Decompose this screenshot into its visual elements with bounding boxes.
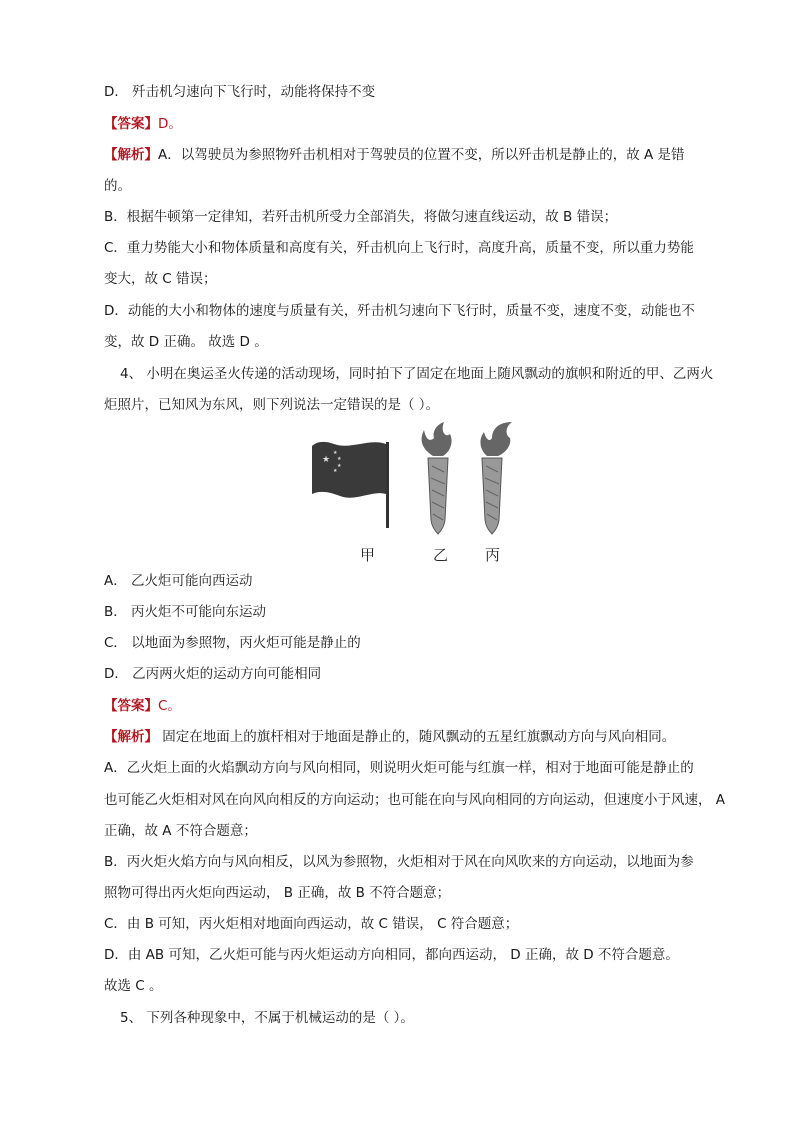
q3-analysis-b: B．根据牛顿第一定律知，若歼击机所受力全部消失，将做匀速直线运动，故 B 错误；: [104, 209, 618, 225]
q4-analysis-d: D．由 AB 可知，乙火炬可能与丙火炬运动方向相同，都向西运动， D 正确，故 D 不符合题意。: [104, 947, 679, 963]
svg-text:★: ★: [333, 468, 338, 474]
q3-analysis-d: D．动能的大小和物体的速度与质量有关，歼击机匀速向下飞行时，质量不变，速度不变，动能也不: [104, 303, 695, 319]
q4-stem: 4、 小明在奥运圣火传递的活动现场，同时拍下了固定在地面上随风飘动的旗帜和附近的甲、乙两火: [120, 366, 714, 382]
analysis-tag: 【解析】: [104, 147, 158, 163]
figure-drawing: [300, 420, 530, 565]
answer-value: D。: [158, 116, 182, 132]
q4-analysis-a: A．乙火炬上面的火焰飘动方向与风向相同，则说明火炬可能与红旗一样，相对于地面可能是静止的: [104, 760, 694, 776]
analysis-text: 固定在地面上的旗杆相对于地面是静止的，随风飘动的五星红旗飘动方向与风向相同。: [158, 729, 676, 745]
q4-option-a: A． 乙火炬可能向西运动: [104, 573, 253, 589]
label-jia: 甲: [360, 546, 376, 564]
q4-analysis-a-cont: 也可能乙火炬相对风在向风向相反的方向运动；也可能在向与风向相同的方向运动，但速度小于风速， A: [104, 792, 726, 808]
svg-text:★: ★: [337, 456, 342, 462]
q4-option-c: C． 以地面为参照物，丙火炬可能是静止的: [104, 635, 361, 651]
torch-bing-icon: [480, 422, 512, 534]
analysis-text: A．以驾驶员为参照物歼击机相对于驾驶员的位置不变，所以歼击机是静止的，故 A 是错: [158, 147, 685, 163]
label-yi: 乙: [433, 546, 449, 564]
q3-analysis-d-cont: 变，故 D 正确。 故选 D 。: [104, 334, 268, 350]
analysis-tag: 【解析】: [104, 729, 158, 745]
q4-analysis-c: C．由 B 可知，丙火炬相对地面向西运动，故 C 错误， C 符合题意；: [104, 916, 519, 932]
label-bing: 丙: [485, 546, 501, 564]
q3-analysis-c-cont: 变大，故 C 错误；: [104, 271, 217, 287]
q5-stem: 5、 下列各种现象中，不属于机械运动的是（ ）。: [120, 1010, 414, 1026]
q4-analysis-intro: [104, 727, 675, 747]
svg-text:★: ★: [337, 463, 342, 469]
svg-text:★: ★: [322, 455, 331, 465]
q4-stem-cont: 炬照片，已知风为东风，则下列说法一定错误的是（ ）。: [104, 397, 440, 413]
answer-value: C。: [158, 698, 181, 714]
flag-and-torches-figure: [300, 420, 530, 565]
q4-answer: [104, 696, 181, 716]
q3-analysis-c: C．重力势能大小和物体质量和高度有关，歼击机向上飞行时，高度升高，质量不变，所以重力势能: [104, 240, 694, 256]
q4-conclusion: 故选 C 。: [104, 978, 163, 994]
q3-answer: [104, 114, 182, 134]
q4-analysis-a-end: 正确，故 A 不符合题意；: [104, 823, 257, 839]
q3-analysis-a-cont: 的。: [104, 178, 131, 194]
q4-analysis-b: B．丙火炬火焰方向与风向相反，以风为参照物，火炬相对于风在向风吹来的方向运动，以地面为参: [104, 854, 694, 870]
q4-analysis-b-cont: 照物可得出丙火炬向西运动， B 正确，故 B 不符合题意；: [104, 885, 451, 901]
svg-text:★: ★: [333, 450, 338, 456]
torch-yi-icon: [422, 422, 452, 534]
answer-tag: 【答案】: [104, 116, 158, 132]
q3-option-d: D． 歼击机匀速向下飞行时，动能将保持不变: [104, 84, 376, 100]
q4-option-b: B． 丙火炬不可能向东运动: [104, 604, 267, 620]
answer-tag: 【答案】: [104, 698, 158, 714]
flag-icon: [312, 442, 389, 528]
q3-analysis-a: [104, 145, 685, 165]
q4-option-d: D． 乙丙两火炬的运动方向可能相同: [104, 666, 322, 682]
